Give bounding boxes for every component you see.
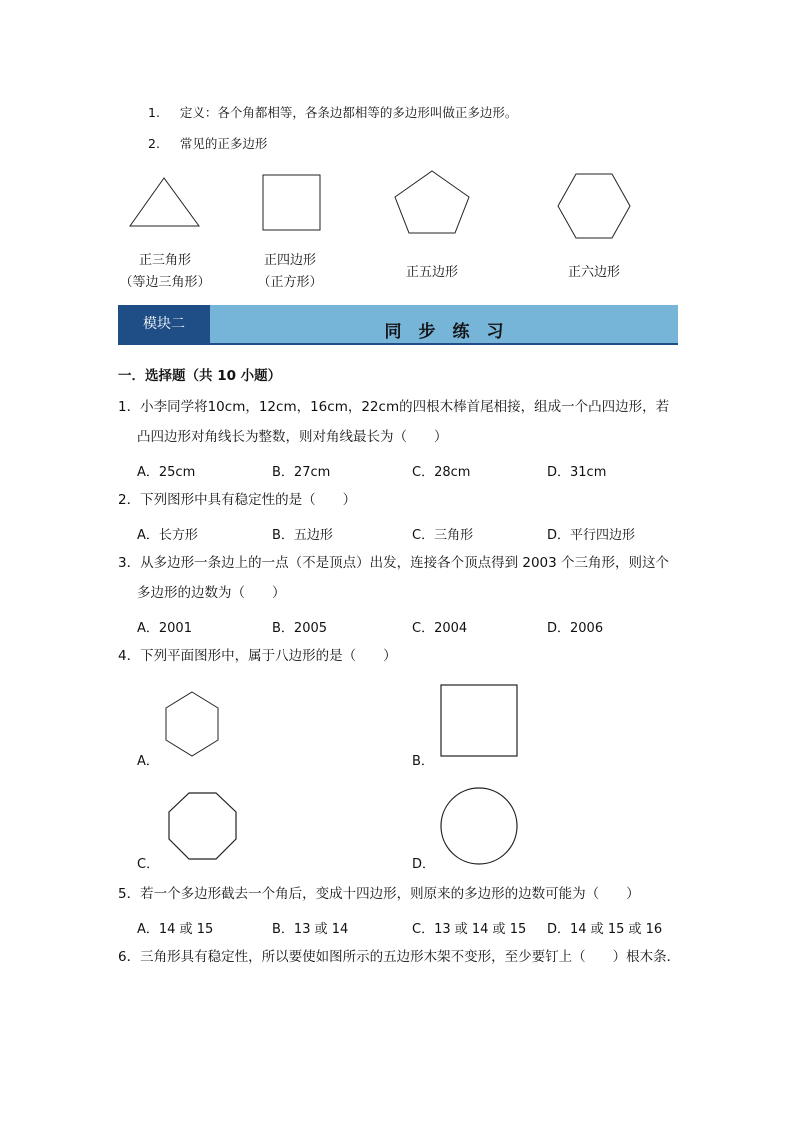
option-c: C．13 或 14 或 15 [412, 922, 527, 937]
option-b: B． [412, 754, 434, 769]
intro-item-1-number: 1. [148, 105, 160, 120]
question-6 [118, 947, 680, 967]
hexagon-icon [166, 692, 218, 756]
question-1-line-2: 凸四边形对角线长为整数，则对角线最长为（ ） [137, 429, 448, 445]
option-b: B．27cm [272, 465, 331, 480]
question-text: 下列图形中具有稳定性的是（ ） [140, 492, 357, 508]
intro-item-2-text: 常见的正多边形 [179, 136, 268, 151]
shape-caption-line: 正四边形 [263, 253, 316, 268]
shape-caption-line: （等边三角形） [119, 275, 211, 290]
option-c: C．28cm [412, 465, 471, 480]
section-banner-title: 同 步 练 习 [384, 322, 504, 342]
option-a: A．25cm [137, 465, 196, 480]
question-number: 4． [118, 648, 141, 664]
shape-caption-line: 正六边形 [567, 265, 620, 280]
question-5 [118, 884, 640, 904]
shape-caption-line: 正三角形 [138, 253, 191, 268]
question-3-line-2: 多边形的边数为（ ） [137, 585, 286, 601]
option-d: D．14 或 15 或 16 [547, 922, 663, 937]
intro-item-2-number: 2. [148, 136, 160, 151]
question-text: 三角形具有稳定性，所以要使如图所示的五边形木架不变形，至少要钉上（ ）根木条． [140, 949, 681, 965]
question-number: 5． [118, 886, 141, 902]
section-title: 一．选择题（共 10 小题） [118, 368, 282, 384]
option-a: A． [137, 754, 159, 769]
option-c: C． [137, 857, 160, 872]
option-b: B．2005 [272, 621, 328, 636]
shape-caption-line: （正方形） [257, 275, 323, 290]
intro-item-1-text: 定义：各个角都相等，各条边都相等的多边形叫做正多边形。 [179, 105, 518, 120]
question-text: 下列平面图形中，属于八边形的是（ ） [140, 648, 397, 664]
question-text: 若一个多边形截去一个角后，变成十四边形，则原来的多边形的边数可能为（ ） [140, 886, 640, 902]
question-number: 3． [118, 555, 141, 571]
option-a: A．14 或 15 [137, 922, 214, 937]
octagon-icon [169, 793, 236, 859]
question-number: 2． [118, 492, 141, 508]
question-text: 从多边形一条边上的一点（不是顶点）出发，连接各个顶点得到 2003 个三角形，则这个 [140, 555, 670, 571]
option-d: D．31cm [547, 465, 607, 480]
option-b: B．五边形 [272, 528, 333, 543]
shape-caption-line: 正五边形 [405, 265, 458, 280]
option-a: A．长方形 [137, 528, 198, 543]
square-icon [441, 685, 517, 756]
question-number: 6． [118, 949, 141, 965]
option-c: C．2004 [412, 621, 468, 636]
question-number: 1． [118, 399, 141, 415]
question-text: 小李同学将10cm，12cm，16cm，22cm的四根木棒首尾相接，组成一个凸四边形，若 [140, 399, 670, 415]
option-d: D． [412, 857, 436, 872]
option-d: D．2006 [547, 621, 604, 636]
option-b: B．13 或 14 [272, 922, 349, 937]
option-a: A．2001 [137, 621, 192, 636]
circle-icon [441, 788, 517, 864]
option-c: C．三角形 [412, 528, 474, 543]
module-label: 模块二 [118, 305, 210, 345]
option-d: D．平行四边形 [547, 528, 636, 543]
